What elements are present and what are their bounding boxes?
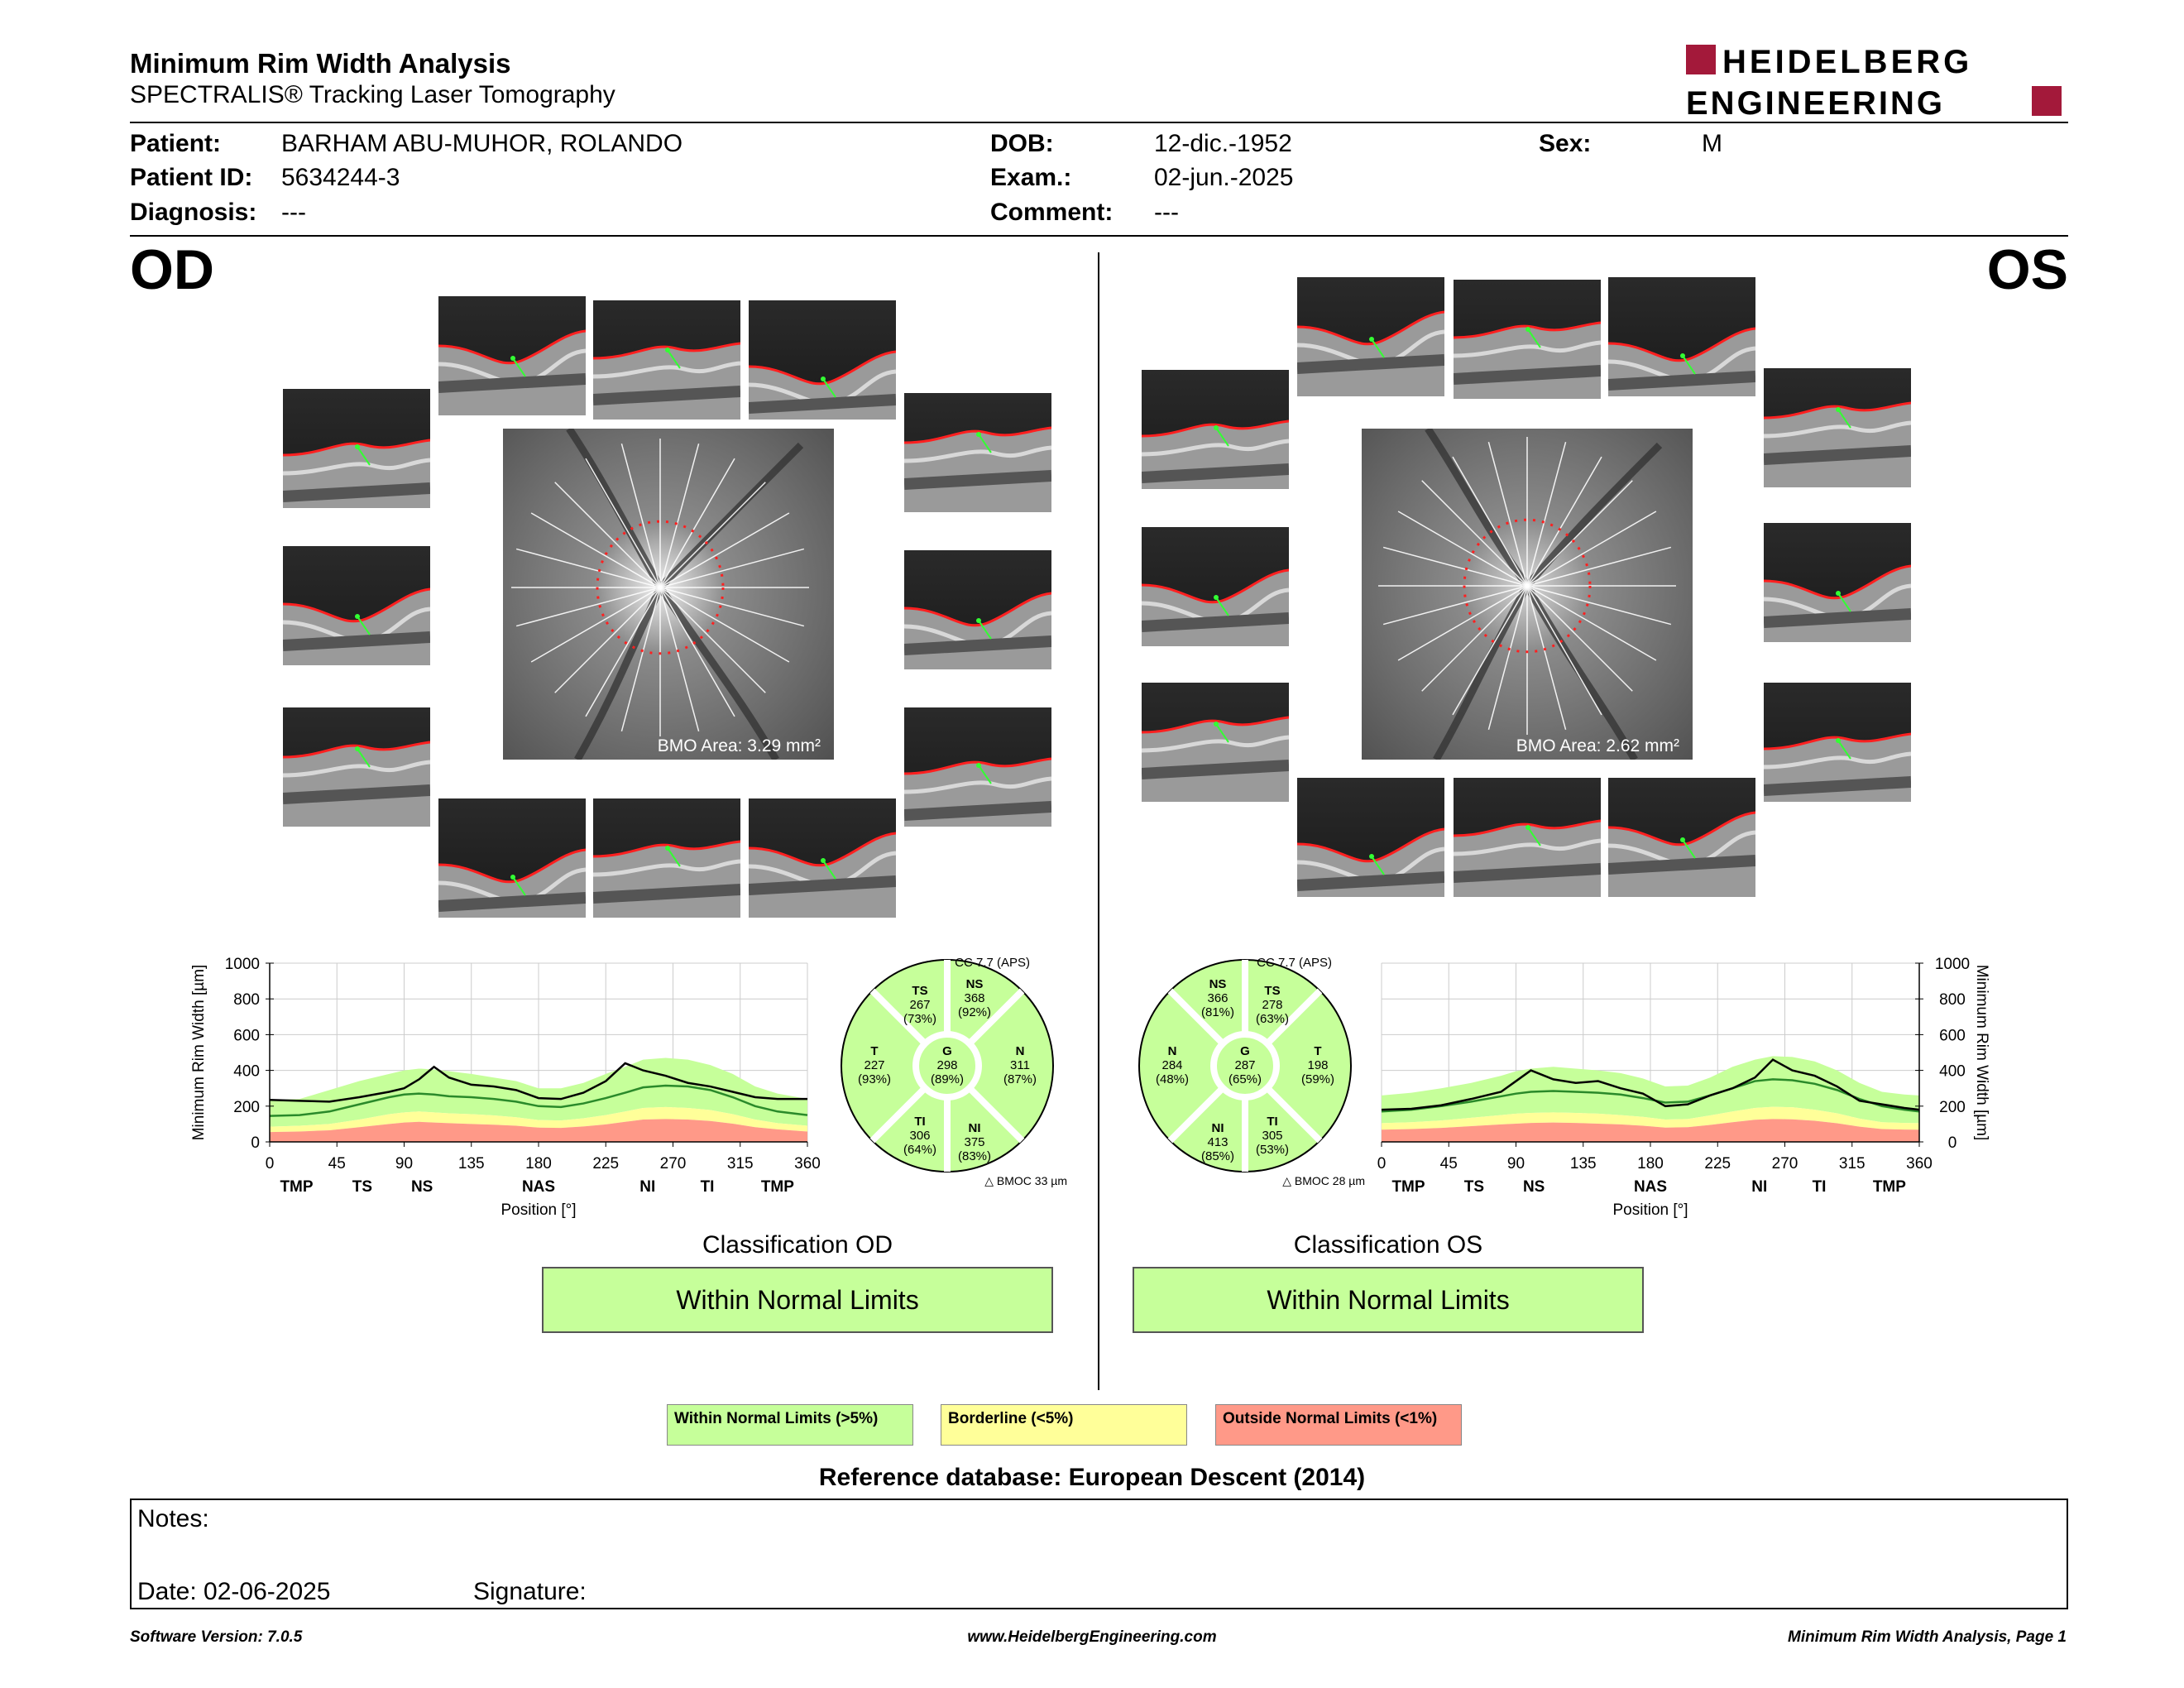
os-y-tick-label: 200 [1939, 1098, 1966, 1116]
os-region-label: NI [1751, 1178, 1768, 1196]
website-link[interactable]: www.HeidelbergEngineering.com [967, 1628, 1217, 1646]
od-sector-ts: 267 [909, 998, 931, 1012]
od-sector-ni: (83%) [957, 1149, 992, 1163]
od-y-tick-label: 200 [233, 1098, 260, 1116]
os-sector-t: T [1314, 1044, 1322, 1058]
legend-within-normal: Within Normal Limits (>5%) [667, 1404, 913, 1446]
eye-label-od: OD [130, 238, 214, 301]
report-title: Minimum Rim Width Analysis [130, 48, 511, 79]
os-oct-scan [1454, 778, 1601, 897]
od-sector-ti: (64%) [903, 1143, 937, 1157]
os-sector-g: G [1240, 1044, 1250, 1058]
os-sector-g: (65%) [1228, 1072, 1262, 1086]
os-sector-ni: 413 [1207, 1135, 1228, 1149]
od-region-label: TMP [760, 1178, 794, 1196]
os-sector-ti: (53%) [1255, 1143, 1290, 1157]
od-cc-label: CC 7.7 (APS) [955, 956, 1030, 970]
od-y-tick-label: 0 [251, 1134, 260, 1152]
od-oct-scan [283, 546, 430, 665]
legend-outside-normal: Outside Normal Limits (<1%) [1215, 1404, 1462, 1446]
od-sector-g: (89%) [930, 1072, 965, 1086]
os-cc-label: CC 7.7 (APS) [1257, 956, 1332, 970]
od-mrw-chart [189, 952, 834, 1233]
os-sector-t: 198 [1307, 1058, 1329, 1072]
od-x-tick-label: 225 [592, 1155, 620, 1172]
os-oct-scan [1142, 683, 1289, 802]
os-x-tick-label: 225 [1704, 1155, 1731, 1172]
os-fundus-image [1362, 429, 1693, 760]
od-x-tick-label: 315 [726, 1155, 754, 1172]
od-sector-ti: TI [914, 1115, 926, 1129]
od-region-label: TS [352, 1178, 373, 1196]
os-y-axis-title: Minimum Rim Width [µm] [1973, 964, 1990, 1141]
comment-label: Comment: [990, 199, 1114, 226]
od-sector-g: 298 [936, 1058, 958, 1072]
os-y-tick-label: 400 [1939, 1062, 1966, 1081]
os-sector-ts: (63%) [1255, 1012, 1290, 1026]
os-sector-n: 284 [1161, 1058, 1183, 1072]
od-sector-ni: 375 [964, 1135, 985, 1149]
os-oct-scan [1454, 280, 1601, 399]
od-sector-n: N [1015, 1044, 1025, 1058]
sex-value: M [1702, 130, 1722, 157]
legend-borderline: Borderline (<5%) [941, 1404, 1187, 1446]
od-region-label: NI [639, 1178, 656, 1196]
patient-id-label: Patient ID: [130, 164, 253, 191]
os-region-label: NS [1522, 1178, 1545, 1196]
od-classification-text: Within Normal Limits [676, 1284, 919, 1315]
od-sector-ns: NS [965, 977, 984, 991]
patient-rule [130, 235, 2068, 237]
exam-value: 02-jun.-2025 [1154, 164, 1294, 191]
os-oct-scan [1764, 368, 1911, 487]
od-oct-scan [593, 300, 740, 420]
os-oct-scan [1297, 277, 1444, 396]
od-oct-scan [283, 707, 430, 827]
os-oct-scan [1142, 527, 1289, 646]
os-x-tick-label: 135 [1569, 1155, 1597, 1172]
os-y-tick-label: 0 [1947, 1134, 1957, 1152]
notes-label: Notes: [137, 1505, 209, 1532]
eye-label-os: OS [1986, 238, 2068, 301]
os-mrw-chart [1365, 952, 2019, 1233]
os-y-tick-label: 800 [1939, 991, 1966, 1009]
software-version: Software Version: 7.0.5 [130, 1628, 303, 1646]
od-sector-n: (87%) [1003, 1072, 1037, 1086]
os-region-label: TS [1463, 1178, 1485, 1196]
od-oct-scan [904, 707, 1051, 827]
os-x-tick-label: 0 [1377, 1155, 1387, 1172]
patient-id: 5634244-3 [281, 164, 400, 191]
reference-database: Reference database: European Descent (2014) [818, 1464, 1366, 1491]
od-x-tick-label: 360 [794, 1155, 821, 1172]
patient-label: Patient: [130, 130, 222, 157]
od-x-tick-label: 270 [659, 1155, 687, 1172]
logo-line2: ENGINEERING [1686, 85, 1946, 121]
od-sector-t: 227 [864, 1058, 885, 1072]
od-x-tick-label: 45 [328, 1155, 346, 1172]
os-x-tick-label: 315 [1838, 1155, 1866, 1172]
os-region-label: TMP [1391, 1178, 1425, 1196]
od-classification-title: Classification OD [702, 1231, 893, 1259]
od-sector-g: G [942, 1044, 952, 1058]
od-oct-scan [283, 389, 430, 508]
os-oct-scan [1297, 778, 1444, 897]
od-sector-t: T [870, 1044, 879, 1058]
od-sector-ni: NI [968, 1121, 981, 1135]
od-y-tick-label: 800 [233, 991, 260, 1009]
od-region-label: NAS [521, 1178, 556, 1196]
od-oct-scan [904, 393, 1051, 512]
os-sector-ts: 278 [1262, 998, 1283, 1012]
os-x-tick-label: 180 [1637, 1155, 1664, 1172]
os-oct-scan [1142, 370, 1289, 489]
date-label: Date: 02-06-2025 [137, 1578, 331, 1605]
od-oct-scan [749, 300, 896, 420]
os-sector-g: 287 [1234, 1058, 1256, 1072]
page-label: Minimum Rim Width Analysis, Page 1 [1788, 1628, 2067, 1646]
od-sector-ts: (73%) [903, 1012, 937, 1026]
od-sector-chart [840, 950, 1071, 1190]
od-sector-t: (93%) [857, 1072, 892, 1086]
od-bmoc-label: △ BMOC 33 µm [984, 1174, 1067, 1187]
od-x-tick-label: 135 [457, 1155, 485, 1172]
os-sector-ni: NI [1211, 1121, 1224, 1135]
comment-value: --- [1154, 199, 1179, 226]
od-classification-box [542, 1267, 1053, 1333]
os-classification-title: Classification OS [1293, 1231, 1483, 1259]
patient-name: BARHAM ABU-MUHOR, ROLANDO [281, 130, 683, 157]
od-x-tick-label: 90 [395, 1155, 414, 1172]
os-y-tick-label: 600 [1939, 1027, 1966, 1045]
notes-box [130, 1499, 2068, 1609]
dob-label: DOB: [990, 130, 1054, 157]
od-x-tick-label: 180 [525, 1155, 552, 1172]
os-oct-scan [1764, 523, 1911, 642]
os-sector-ns: 366 [1207, 991, 1228, 1005]
report-subtitle: SPECTRALIS® Tracking Laser Tomography [130, 81, 615, 108]
od-region-label: TI [700, 1178, 715, 1196]
os-x-tick-label: 360 [1906, 1155, 1933, 1172]
diagnosis-value: --- [281, 199, 306, 226]
od-x-tick-label: 0 [265, 1155, 275, 1172]
signature-label: Signature: [473, 1578, 587, 1605]
od-bmo-area: BMO Area: 3.29 mm² [657, 736, 821, 755]
os-region-label: TMP [1872, 1178, 1906, 1196]
od-oct-scan [438, 798, 586, 918]
od-oct-scan [749, 798, 896, 918]
os-x-axis-title: Position [°] [1612, 1201, 1688, 1219]
eye-divider [1098, 252, 1099, 1390]
od-region-label: TMP [280, 1178, 314, 1196]
od-oct-scan [904, 550, 1051, 669]
heidelberg-logo [1686, 43, 2067, 121]
os-bmoc-label: △ BMOC 28 µm [1282, 1174, 1365, 1187]
od-sector-ti: 306 [909, 1129, 931, 1143]
od-y-tick-label: 600 [233, 1027, 260, 1045]
header-rule [130, 122, 2068, 123]
od-y-axis-title: Minimum Rim Width [µm] [190, 964, 208, 1141]
os-x-tick-label: 45 [1439, 1155, 1458, 1172]
os-bmo-area: BMO Area: 2.62 mm² [1516, 736, 1679, 755]
dob-value: 12-dic.-1952 [1154, 130, 1292, 157]
os-sector-chart [1138, 950, 1369, 1190]
diagnosis-label: Diagnosis: [130, 199, 257, 226]
os-sector-ns: (81%) [1200, 1005, 1235, 1019]
od-y-tick-label: 1000 [224, 956, 260, 973]
os-sector-ts: TS [1264, 984, 1281, 998]
logo-line1: HEIDELBERG [1722, 44, 1973, 80]
od-oct-scan [593, 798, 740, 918]
od-sector-ns: 368 [964, 991, 985, 1005]
os-sector-t: (59%) [1300, 1072, 1335, 1086]
od-fundus-image [503, 429, 834, 760]
od-x-axis-title: Position [°] [500, 1201, 577, 1219]
os-region-label: NAS [1633, 1178, 1668, 1196]
os-oct-scan [1608, 778, 1755, 897]
os-sector-ni: (85%) [1200, 1149, 1235, 1163]
os-oct-scan [1764, 683, 1911, 802]
od-sector-ns: (92%) [957, 1005, 992, 1019]
exam-label: Exam.: [990, 164, 1072, 191]
os-x-tick-label: 270 [1771, 1155, 1798, 1172]
os-classification-box [1133, 1267, 1644, 1333]
os-x-tick-label: 90 [1506, 1155, 1525, 1172]
od-oct-scan [438, 296, 586, 415]
os-classification-text: Within Normal Limits [1267, 1284, 1510, 1315]
os-sector-ti: TI [1267, 1115, 1278, 1129]
os-sector-n: N [1167, 1044, 1177, 1058]
os-sector-n: (48%) [1155, 1072, 1190, 1086]
os-sector-ti: 305 [1262, 1129, 1283, 1143]
os-oct-scan [1608, 277, 1755, 396]
os-sector-ns: NS [1209, 977, 1227, 991]
od-sector-ts: TS [912, 984, 928, 998]
od-region-label: NS [410, 1178, 433, 1196]
od-y-tick-label: 400 [233, 1062, 260, 1081]
os-region-label: TI [1812, 1178, 1827, 1196]
sex-label: Sex: [1539, 130, 1592, 157]
od-sector-n: 311 [1010, 1058, 1030, 1072]
os-y-tick-label: 1000 [1934, 956, 1971, 973]
